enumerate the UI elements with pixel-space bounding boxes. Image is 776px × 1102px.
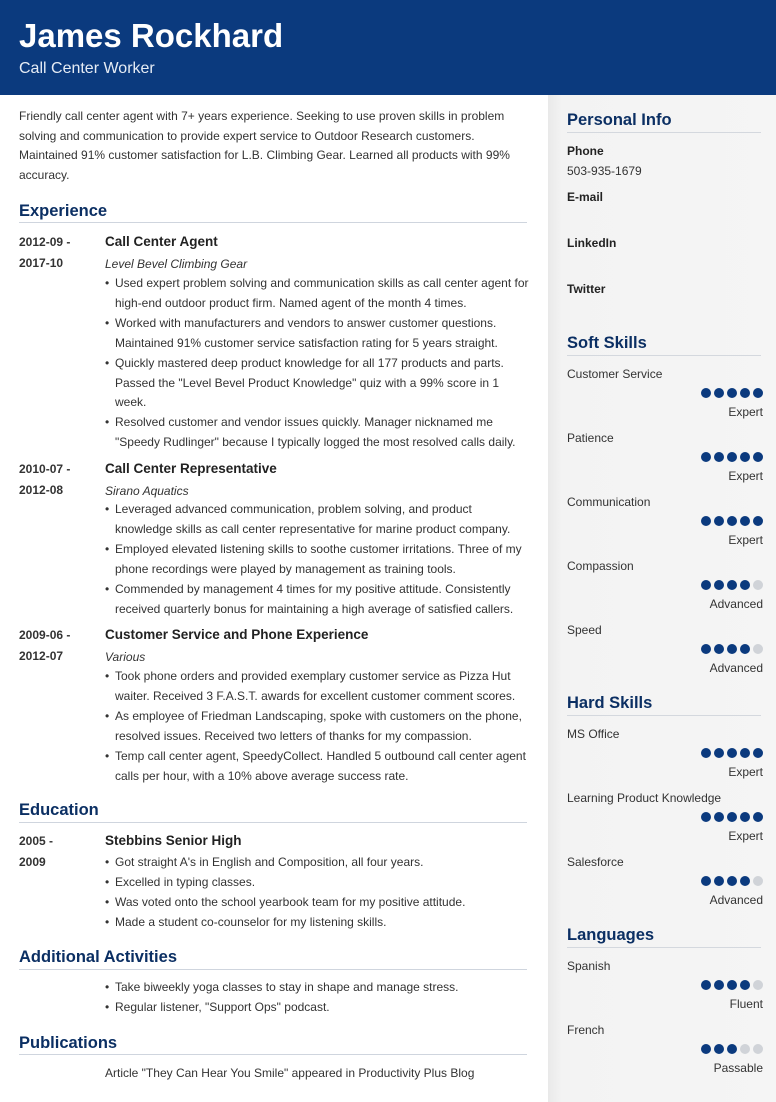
education-date-end: 2009 xyxy=(19,855,46,869)
rating-dot-filled xyxy=(753,812,763,822)
education-school: Stebbins Senior High xyxy=(105,833,242,848)
rating-dots xyxy=(701,644,763,654)
job-2-company: Sirano Aquatics xyxy=(105,484,189,498)
skill-name: Salesforce xyxy=(567,855,624,869)
job-1-bullets xyxy=(105,274,530,453)
rating-dots xyxy=(701,388,763,398)
rating-dot-filled xyxy=(714,980,724,990)
languages-divider xyxy=(567,947,761,948)
rating-dot-filled xyxy=(714,580,724,590)
rating-dot-filled xyxy=(714,452,724,462)
rating-dot-filled xyxy=(740,748,750,758)
resume-header xyxy=(0,0,776,95)
job-3-date xyxy=(19,625,70,667)
rating-dot-filled xyxy=(727,980,737,990)
job-1-title: Call Center Agent xyxy=(105,234,218,249)
rating-dot-filled xyxy=(701,980,711,990)
rating-dot-filled xyxy=(714,644,724,654)
job-1-date-end: 2017-10 xyxy=(19,256,64,270)
job-3-company: Various xyxy=(105,650,146,664)
rating-dot-filled xyxy=(701,748,711,758)
skill-name: Patience xyxy=(567,431,614,445)
job-2-date-end: 2012-08 xyxy=(19,483,64,497)
list-item: • Used expert problem solving and communication skills as call center agent for high-end outdoor product firm. Named agent of the month 4 times. xyxy=(105,274,530,314)
main-column xyxy=(0,95,548,1102)
rating-dot-filled xyxy=(740,452,750,462)
personal-info-heading: Personal Info xyxy=(567,111,672,129)
rating-dot-filled xyxy=(727,580,737,590)
publication-item: Article "They Can Hear You Smile" appeared in Productivity Plus Blog xyxy=(105,1066,475,1080)
skill-name: Compassion xyxy=(567,559,634,573)
rating-dot-filled xyxy=(727,644,737,654)
list-item: • Made a student co-counselor for my listening skills. xyxy=(105,913,530,933)
rating-dot-empty xyxy=(753,1044,763,1054)
rating-dot-filled xyxy=(740,980,750,990)
skill-level: Expert xyxy=(728,469,763,483)
list-item: • As employee of Friedman Landscaping, spoke with customers on the phone, resolved issues. Received two letters of thanks for my compassion. xyxy=(105,707,530,747)
education-bullets xyxy=(105,853,530,933)
list-item: • Employed elevated listening skills to soothe customer irritations. Three of my phone recordings were played by management as training tools. xyxy=(105,540,530,580)
job-3-title: Customer Service and Phone Experience xyxy=(105,627,369,642)
skill-level: Expert xyxy=(728,829,763,843)
skill-level: Expert xyxy=(728,405,763,419)
rating-dot-filled xyxy=(714,748,724,758)
skill-level: Expert xyxy=(728,765,763,779)
rating-dot-empty xyxy=(740,1044,750,1054)
rating-dot-filled xyxy=(701,644,711,654)
rating-dot-empty xyxy=(753,980,763,990)
education-date xyxy=(19,831,53,873)
skill-name: Customer Service xyxy=(567,367,663,381)
list-item: • Took phone orders and provided exemplary customer service as Pizza Hut waiter. Received 3 F.A.S.T. awards for excellent customer comment scores. xyxy=(105,667,530,707)
job-2-bullets xyxy=(105,500,530,619)
job-1-date xyxy=(19,232,70,274)
education-divider xyxy=(19,822,527,823)
skill-name: French xyxy=(567,1023,605,1037)
rating-dot-filled xyxy=(727,388,737,398)
soft-skills-divider xyxy=(567,355,761,356)
rating-dot-filled xyxy=(753,748,763,758)
list-item: • Got straight A's in English and Composition, all four years. xyxy=(105,853,530,873)
rating-dot-filled xyxy=(727,452,737,462)
skill-level: Fluent xyxy=(729,997,763,1011)
list-item: • Quickly mastered deep product knowledge for all 177 products and parts. Passed the "Level Bevel Product Knowledge" quiz with a 99% score in 1 week. xyxy=(105,354,530,414)
skill-level: Passable xyxy=(713,1061,763,1075)
rating-dot-filled xyxy=(727,1044,737,1054)
job-2-date xyxy=(19,459,70,501)
rating-dot-filled xyxy=(727,812,737,822)
activities-heading: Additional Activities xyxy=(19,948,177,966)
rating-dot-filled xyxy=(753,452,763,462)
publications-divider xyxy=(19,1054,527,1055)
rating-dots xyxy=(701,980,763,990)
email-label: E-mail xyxy=(567,190,604,204)
skill-name: Communication xyxy=(567,495,651,509)
rating-dot-empty xyxy=(753,876,763,886)
rating-dots xyxy=(701,812,763,822)
rating-dot-filled xyxy=(727,516,737,526)
rating-dots xyxy=(701,580,763,590)
summary: Friendly call center agent with 7+ years experience. Seeking to use proven skills in problem solving and communication to provide expert service to Outdoor Research customers. Maintained 91% customer satisfaction for L.B. Climbing Gear. Learned all products with 99% accuracy. xyxy=(19,109,510,183)
skill-level: Advanced xyxy=(709,661,763,675)
hard-skills-divider xyxy=(567,715,761,716)
activities-divider xyxy=(19,969,527,970)
skill-name: Learning Product Knowledge xyxy=(567,791,722,805)
skill-name: MS Office xyxy=(567,727,620,741)
rating-dot-filled xyxy=(740,516,750,526)
experience-heading: Experience xyxy=(19,202,108,220)
list-item: • Regular listener, "Support Ops" podcast. xyxy=(105,998,530,1018)
rating-dots xyxy=(701,1044,763,1054)
rating-dot-filled xyxy=(714,516,724,526)
list-item: • Resolved customer and vendor issues quickly. Manager nicknamed me "Speedy Rudlinger" because I typically logged the most resolved calls daily. xyxy=(105,413,530,453)
rating-dot-filled xyxy=(714,812,724,822)
linkedin-label: LinkedIn xyxy=(567,236,617,250)
rating-dot-filled xyxy=(740,876,750,886)
list-item: • Commended by management 4 times for my positive attitude. Consistently received quarterly bonus for maintaining a high average of satisfied callers. xyxy=(105,580,530,620)
rating-dot-filled xyxy=(714,876,724,886)
skill-name: Speed xyxy=(567,623,602,637)
education-heading: Education xyxy=(19,801,99,819)
skill-level: Expert xyxy=(728,533,763,547)
rating-dot-filled xyxy=(701,812,711,822)
rating-dot-filled xyxy=(701,452,711,462)
phone-label: Phone xyxy=(567,144,604,158)
list-item: • Excelled in typing classes. xyxy=(105,873,530,893)
rating-dot-empty xyxy=(753,644,763,654)
hard-skills-heading: Hard Skills xyxy=(567,694,653,712)
list-item: • Leveraged advanced communication, problem solving, and product knowledge skills as call center representative for marine product company. xyxy=(105,500,530,540)
rating-dot-filled xyxy=(740,580,750,590)
rating-dot-filled xyxy=(753,516,763,526)
job-1-company: Level Bevel Climbing Gear xyxy=(105,257,248,271)
education-date-start: 2005 - xyxy=(19,834,54,848)
rating-dot-filled xyxy=(727,876,737,886)
rating-dot-filled xyxy=(701,876,711,886)
rating-dot-filled xyxy=(701,580,711,590)
rating-dot-filled xyxy=(714,1044,724,1054)
rating-dots xyxy=(701,748,763,758)
job-2-date-start: 2010-07 - xyxy=(19,462,71,476)
rating-dot-filled xyxy=(740,388,750,398)
soft-skills-heading: Soft Skills xyxy=(567,334,647,352)
candidate-name: James Rockhard xyxy=(19,17,284,54)
experience-divider xyxy=(19,222,527,223)
activities-bullets xyxy=(105,978,530,1018)
list-item: • Worked with manufacturers and vendors to answer customer questions. Maintained 91% customer service satisfaction rating for 5 years straight. xyxy=(105,314,530,354)
rating-dot-filled xyxy=(753,388,763,398)
rating-dot-filled xyxy=(714,388,724,398)
rating-dots xyxy=(701,516,763,526)
list-item: • Take biweekly yoga classes to stay in shape and manage stress. xyxy=(105,978,530,998)
job-1-date-start: 2012-09 - xyxy=(19,235,71,249)
rating-dot-filled xyxy=(701,516,711,526)
rating-dots xyxy=(701,876,763,886)
rating-dot-filled xyxy=(701,388,711,398)
rating-dot-filled xyxy=(701,1044,711,1054)
skill-level: Advanced xyxy=(709,597,763,611)
rating-dot-filled xyxy=(727,748,737,758)
skill-level: Advanced xyxy=(709,893,763,907)
rating-dots xyxy=(701,452,763,462)
skill-name: Spanish xyxy=(567,959,611,973)
candidate-role: Call Center Worker xyxy=(19,60,155,77)
languages-heading: Languages xyxy=(567,926,655,944)
job-2-title: Call Center Representative xyxy=(105,461,277,476)
list-item: • Temp call center agent, SpeedyCollect. Handled 5 outbound call center agent calls per hour, with a 10% above average success rate. xyxy=(105,747,530,787)
job-3-date-end: 2012-07 xyxy=(19,649,64,663)
publications-heading: Publications xyxy=(19,1034,118,1052)
personal-info-divider xyxy=(567,132,761,133)
phone-value: 503-935-1679 xyxy=(567,164,642,178)
list-item: • Was voted onto the school yearbook team for my positive attitude. xyxy=(105,893,530,913)
rating-dot-empty xyxy=(753,580,763,590)
job-3-bullets xyxy=(105,667,530,786)
twitter-label: Twitter xyxy=(567,282,606,296)
rating-dot-filled xyxy=(740,644,750,654)
job-3-date-start: 2009-06 - xyxy=(19,628,71,642)
rating-dot-filled xyxy=(740,812,750,822)
